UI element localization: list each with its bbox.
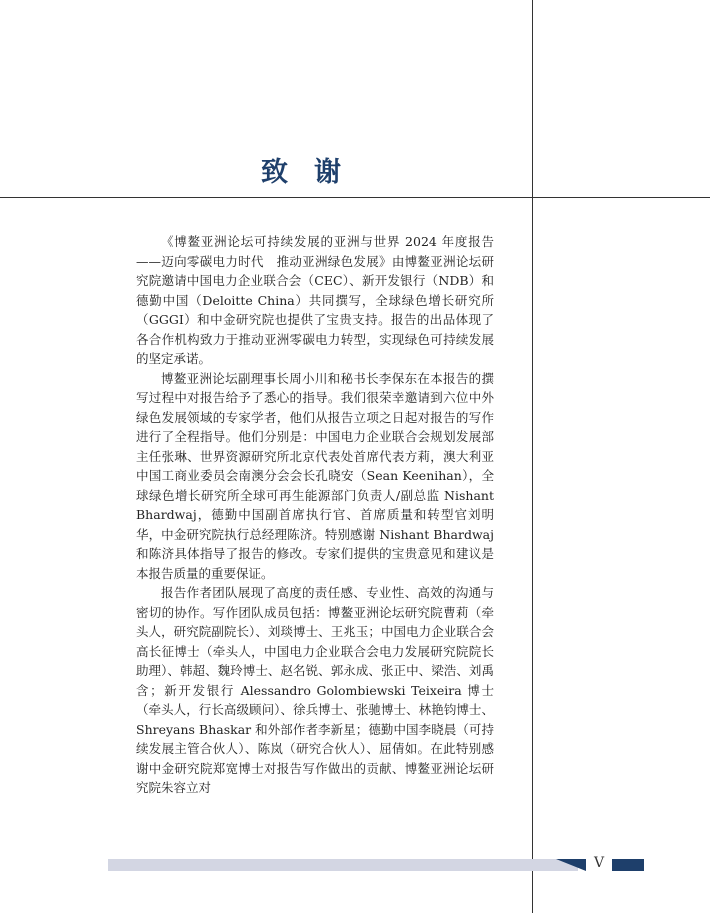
page-number: V	[593, 855, 605, 871]
paragraph-intro: 《博鳌亚洲论坛可持续发展的亚洲与世界 2024 年度报告——迈向零碳电力时代 推动亚洲绿色发展》由博鳌亚洲论坛研究院邀请中国电力企业联合会（CEC）、新开发银行（NDB）和德勤中国（Deloitte China）共同撰写，全球绿色增长研究所（GGGI）和中金研究院也提供了宝贵支持。报告的出品体现了各合作机构致力于推动亚洲零碳电力转型，实现绿色可持续发展的坚定承诺。	[136, 234, 494, 366]
paragraph-guidance: 博鳌亚洲论坛副理事长周小川和秘书长李保东在本报告的撰写过程中对报告给予了悉心的指导。我们很荣幸邀请到六位中外绿色发展领域的专家学者，他们从报告立项之日起对报告的写作进行了全程指导。他们分别是：中国电力企业联合会规划发展部主任张琳、世界资源研究所北京代表处首席代表方莉，澳大利亚中国工商业委员会南澳分会会长孔晓安（Sean Keenihan），全球绿色增长研究所全球可再生能源部门负责人/副总监 Nishant Bhardwaj，德勤中国副首席执行官、首席质量和转型官刘明华，中金研究院执行总经理陈济。特别感谢 Nishant Bhardwaj 和陈济具体指导了报告的修改。专家们提供的宝贵意见和建议是本报告质量的重要保证。	[136, 370, 494, 581]
body-text	[136, 232, 494, 798]
footer-block	[612, 859, 644, 871]
paragraph-team: 报告作者团队展现了高度的责任感、专业性、高效的沟通与密切的协作。写作团队成员包括：博鳌亚洲论坛研究院曹莉（牵头人，研究院副院长）、刘琰博士、王兆玉；中国电力企业联合会高长征博士（牵头人，中国电力企业联合会电力发展研究院院长助理）、韩超、魏玲博士、赵名锐、郭永成、张正中、梁浩、刘禹含；新开发银行 Alessandro Golombiewski Teixeira 博士（牵头人，行长高级顾问）、徐兵博士、张驰博士、林艳钧博士、Shreyans Bhaskar 和外部作者李新星；德勤中国李晓晨（可持续发展主管合伙人）、陈岚（研究合伙人）、屈倩如。在此特别感谢中金研究院郑宽博士对报告写作做出的贡献、博鳌亚洲论坛研究院朱容立对	[136, 585, 494, 795]
footer-bar	[108, 859, 578, 871]
footer-triangle	[556, 859, 586, 871]
horizontal-rule	[0, 197, 710, 198]
vertical-rule	[532, 0, 533, 913]
page-title: 致谢	[261, 157, 367, 188]
